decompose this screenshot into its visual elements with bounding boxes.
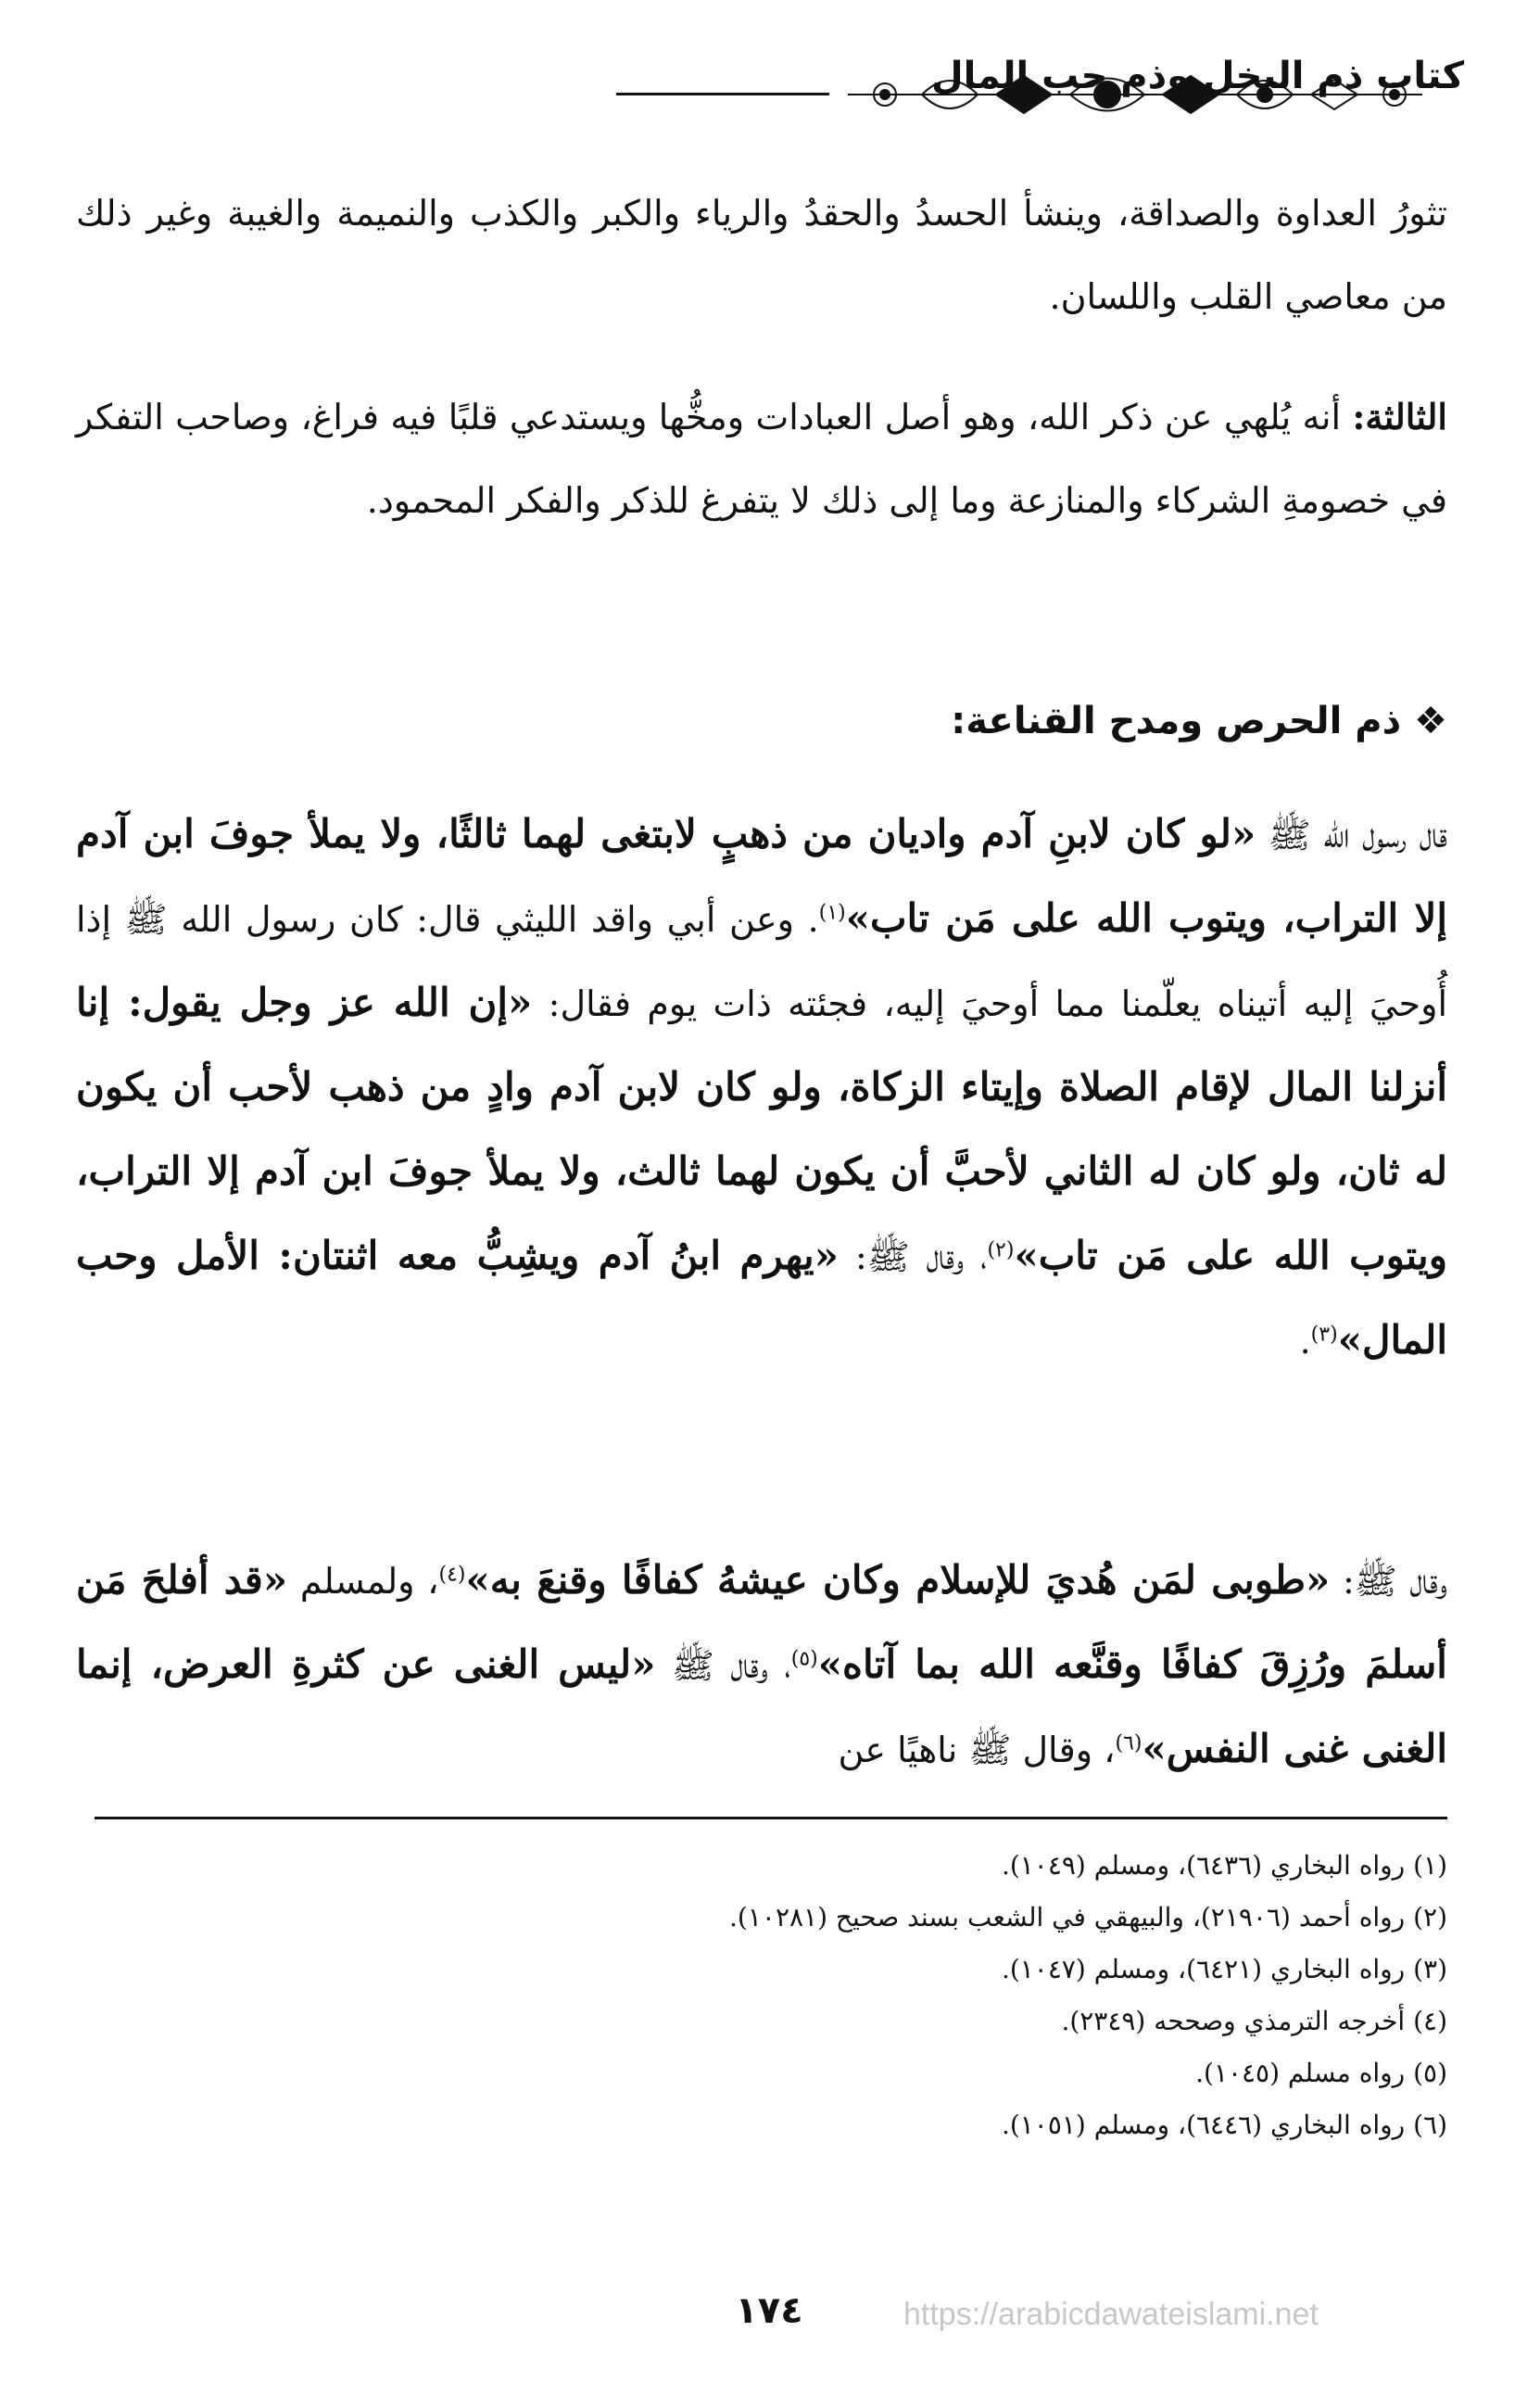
footnote-2: (٢) رواه أحمد (٢١٩٠٦)، والبيهقي في الشعب بسند صحيح (١٠٢٨١). xyxy=(729,1902,1447,1932)
paragraph-3-text-d: . xyxy=(1299,1321,1311,1362)
paragraph-2-lead: الثالثة: xyxy=(1352,396,1447,437)
heading-bullet-icon: ❖ xyxy=(1414,700,1447,742)
footnote-5: (٥) رواه مسلم (١٠٤٥). xyxy=(1195,2058,1447,2088)
paragraph-1 xyxy=(76,171,1447,338)
header-rule xyxy=(616,93,829,95)
running-header-title: كتاب ذم البخل وذم حب المال xyxy=(930,55,1464,97)
hadith-quote-5: «قد أفلحَ مَن أسلمَ ورُزِقَ كفافًا وقنَّعه الله بما آتاه» xyxy=(76,1557,1447,1687)
footnote-3: (٣) رواه البخاري (٦٤٢١)، ومسلم (١٠٤٧). xyxy=(1001,1954,1447,1984)
hadith-quote-3: «يهرم ابنُ آدم ويشِبُّ معه اثنتان: الأمل وحب المال» xyxy=(76,1233,1447,1362)
paragraph-3-text-c: ، وقال ﷺ: xyxy=(839,1236,988,1277)
paragraph-2 xyxy=(76,375,1447,542)
paragraph-4 xyxy=(76,1539,1447,1792)
footnote-ref-2: (٢) xyxy=(987,1238,1015,1262)
footnote-ref-3: (٣) xyxy=(1310,1323,1338,1347)
watermark-url: https://arabicdawateislami.net xyxy=(903,2297,1319,2332)
footnote-4: (٤) أخرجه الترمذي وصححه (٢٣٤٩). xyxy=(1061,2006,1447,2036)
section-heading-text: ذم الحرص ومدح القناعة: xyxy=(951,700,1402,742)
footnote-ref-6: (٦) xyxy=(1115,1731,1142,1755)
footnotes xyxy=(76,1840,1447,2151)
footnote-6: (٦) رواه البخاري (٦٤٤٦)، ومسلم (١٠٥١). xyxy=(1001,2110,1447,2140)
hadith-quote-1: «لو كان لابنِ آدم واديان من ذهبٍ لابتغى لهما ثالثًا، ولا يملأ جوفَ ابن آدم إلا التراب، ويتوب الله على مَن تاب» xyxy=(76,811,1447,941)
hadith-quote-4: «طوبى لمَن هُديَ للإسلام وكان عيشهُ كفافًا وقنعَ به» xyxy=(465,1557,1331,1603)
footnote-1: (١) رواه البخاري (٦٤٣٦)، ومسلم (١٠٤٩). xyxy=(1001,1850,1447,1881)
hadith-quote-2: «إن الله عز وجل يقول: إنا أنزلنا المال لإقام الصلاة وإيتاء الزكاة، ولو كان لابن آدم وادٍ من ذهب لأحب أن يكون له ثان، ولو كان له الثاني لأحبَّ أن يكون لهما ثالث، ولا يملأ جوفَ ابن آدم إلا التراب، ويتوب الله على مَن تاب» xyxy=(76,980,1448,1278)
paragraph-3-text-b: . وعن أبي واقد الليثي قال: كان رسول الله ﷺ إذا أُوحيَ إليه أتيناه يعلّمنا مما أوحيَ إليه، فجئته ذات يوم فقال: xyxy=(76,899,1447,1024)
section-heading xyxy=(951,700,1447,742)
paragraph-3-text-a: قال رسول الله ﷺ xyxy=(1256,815,1447,855)
footnote-separator xyxy=(95,1817,1447,1819)
paragraph-3 xyxy=(76,792,1447,1383)
paragraph-2-text: أنه يُلهي عن ذكر الله، وهو أصل العبادات ومخُّها ويستدعي قلبًا فيه فراغ، وصاحب التفكر في خصومةِ الشركاء والمنازعة وما إلى ذلك لا يتفرغ للذكر والفكر المحمود. xyxy=(76,397,1447,521)
footnote-ref-1: (١) xyxy=(818,901,846,925)
paragraph-1-text: تثورُ العداوة والصداقة، وينشأ الحسدُ والحقدُ والرياء والكبر والكذب والنميمة والغيبة وغير ذلك من معاصي القلب واللسان. xyxy=(76,193,1447,317)
paragraph-4-text-b: ، ولمسلم xyxy=(287,1561,439,1602)
page-number: ١٧٤ xyxy=(735,2289,803,2332)
footnote-ref-4: (٤) xyxy=(438,1563,466,1587)
footnote-ref-5: (٥) xyxy=(790,1647,818,1671)
paragraph-4-text-c: ، وقال ﷺ xyxy=(655,1645,791,1686)
paragraph-4-text-d: ، وقال ﷺ ناهيًا عن xyxy=(838,1730,1116,1770)
paragraph-4-text-a: وقال ﷺ: xyxy=(1330,1561,1447,1602)
hadith-quote-6: «ليس الغنى عن كثرةِ العرض، إنما الغنى غنى النفس» xyxy=(76,1641,1447,1771)
